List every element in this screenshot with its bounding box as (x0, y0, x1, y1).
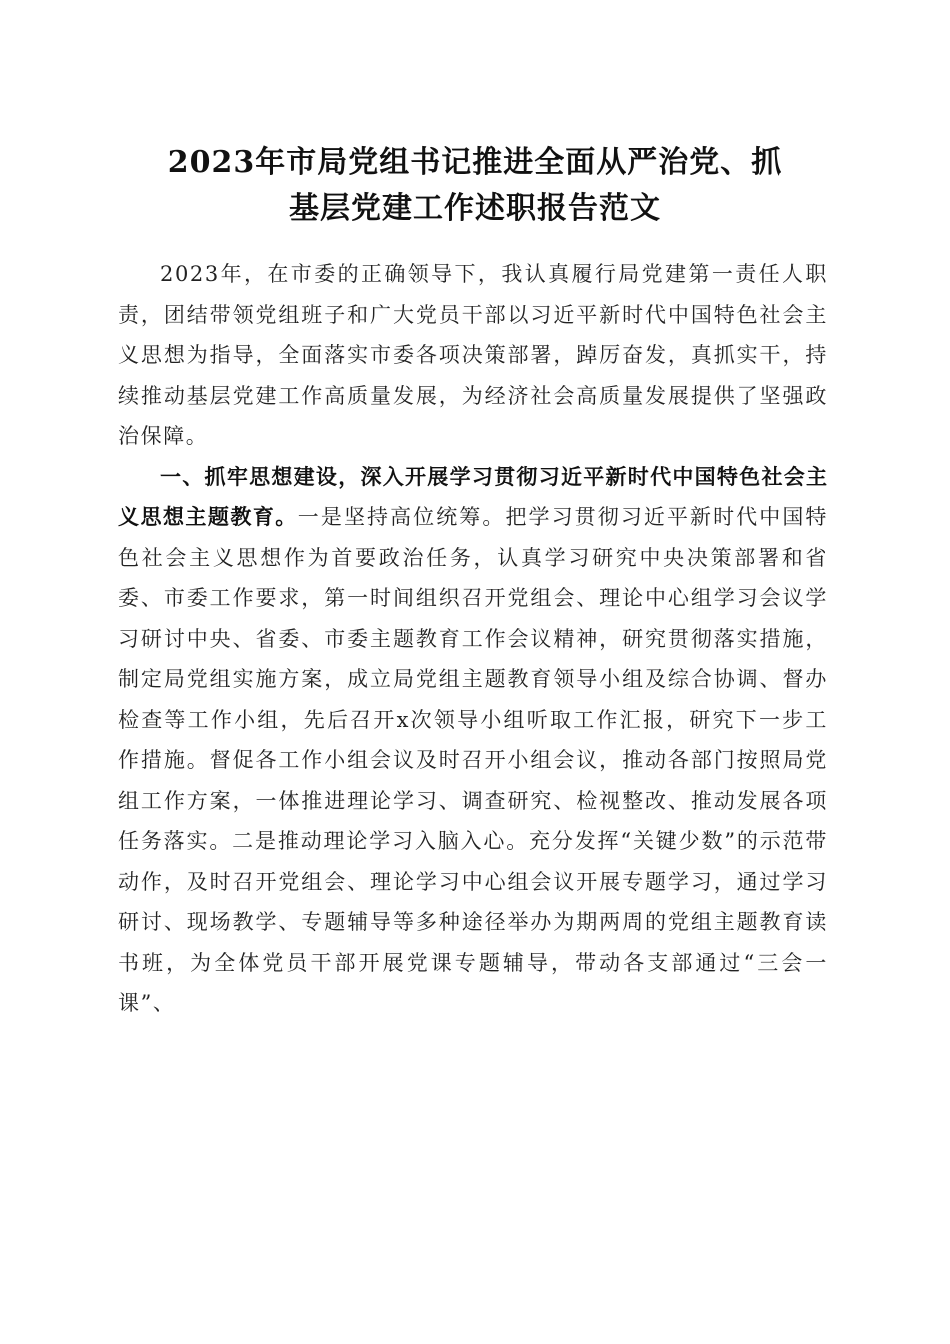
document-title (110, 140, 840, 232)
section-1-body: 一是坚持高位统筹。把学习贯彻习近平新时代中国特色社会主义思想作为首要政治任务，认真学习研究中央决策部署和省委、市委工作要求，第一时间组织召开党组会、理论中心组学习会议学习研讨中央、省委、市委主题教育工作会议精神，研究贯彻落实措施，制定局党组实施方案，成立局党组主题教育领导小组及综合协调、督办检查等工作小组，先后召开x次领导小组听取工作汇报，研究下一步工作措施。督促各工作小组会议及时召开小组会议，推动各部门按照局党组工作方案，一体推进理论学习、调查研究、检视整改、推动发展各项任务落实。二是推动理论学习入脑入心。充分发挥“关键少数”的示范带动作，及时召开党组会、理论学习中心组会议开展专题学习，通过学习研讨、现场教学、专题辅导等多种途径举办为期两周的党组主题教育读书班，为全体党员干部开展党课专题辅导，带动各支部通过“三会一课”、 (118, 505, 828, 1015)
section-1-paragraph (118, 457, 828, 1024)
title-line-2: 基层党建工作述职报告范文 (289, 191, 661, 226)
section-1-heading: 一、抓牢思想建设，深入开展学习贯彻习近平新时代中国特色社会主义思想主题教育。 (118, 464, 828, 529)
title-line-1: 2023年市局党组书记推进全面从严治党、抓 (167, 145, 783, 180)
document-body (118, 254, 828, 1024)
intro-paragraph: 2023年，在市委的正确领导下，我认真履行局党建第一责任人职责，团结带领党组班子和广大党员干部以习近平新时代中国特色社会主义思想为指导，全面落实市委各项决策部署，踔厉奋发，真抓实干，持续推动基层党建工作高质量发展，为经济社会高质量发展提供了坚强政治保障。 (118, 262, 828, 448)
